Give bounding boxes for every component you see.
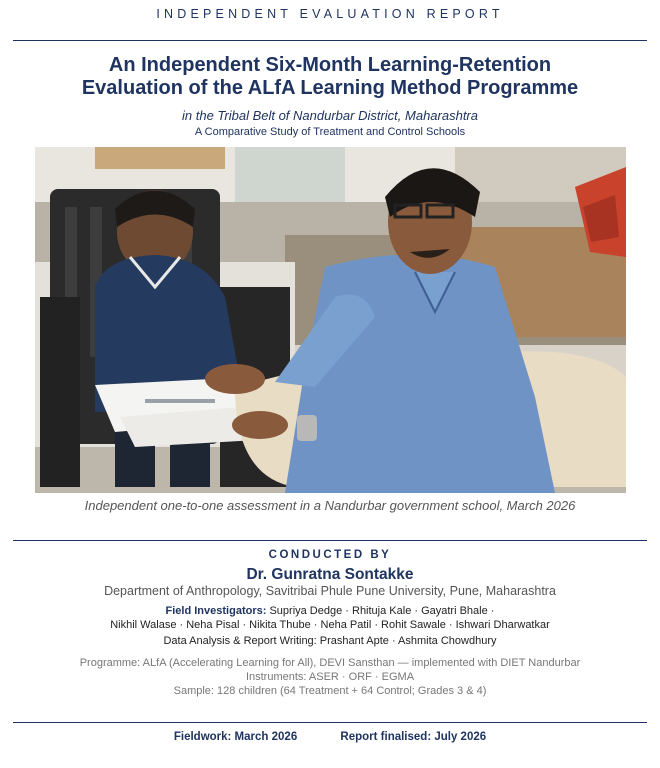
footer-rule — [13, 722, 647, 723]
field-investigators-label: Field Investigators: — [165, 605, 267, 617]
author-name: Dr. Gunratna Sontakke — [246, 566, 414, 583]
report-subtitle-location: in the Tribal Belt of Nandurbar District, Maharashtra — [182, 108, 478, 123]
report-type-label: INDEPENDENT EVALUATION REPORT — [156, 7, 504, 21]
analysis-credits: Data Analysis & Report Writing: Prashant Apte · Ashmita Chowdhury — [163, 635, 497, 647]
fieldwork-date: Fieldwork: March 2026 — [173, 731, 298, 743]
report-title — [0, 54, 660, 100]
programme-info: Programme: ALfA (Accelerating Learning for All), DEVI Sansthan — implemented with DIET Nandurbar — [79, 657, 581, 669]
field-investigators-names-1: Supriya Dedge · Rhituja Kale · Gayatri Bhale · — [269, 605, 495, 617]
title-line-1: An Independent Six-Month Learning-Retention — [108, 54, 552, 76]
instruments-info: Instruments: ASER · ORF · EGMA — [245, 671, 415, 683]
assessment-photo-illustration — [35, 147, 626, 493]
footer-dates — [0, 731, 660, 743]
author-affiliation: Department of Anthropology, Savitribai Phule Pune University, Pune, Maharashtra — [104, 584, 556, 598]
section-rule — [13, 540, 647, 541]
report-subtitle-study: A Comparative Study of Treatment and Control Schools — [194, 126, 466, 138]
title-line-2: Evaluation of the ALfA Learning Method Programme — [81, 77, 579, 99]
report-finalised-date: Report finalised: July 2026 — [340, 731, 487, 743]
sample-info: Sample: 128 children (64 Treatment + 64 Control; Grades 3 & 4) — [173, 685, 487, 697]
header-rule — [13, 40, 647, 41]
conducted-by-label: CONDUCTED BY — [268, 549, 392, 561]
cover-photo — [35, 147, 626, 493]
photo-caption: Independent one-to-one assessment in a Nandurbar government school, March 2026 — [84, 498, 576, 513]
field-investigators-names-2: Nikhil Walase · Neha Pisal · Nikita Thube · Neha Patil · Rohit Sawale · Ishwari Dharwatkar — [110, 619, 550, 631]
